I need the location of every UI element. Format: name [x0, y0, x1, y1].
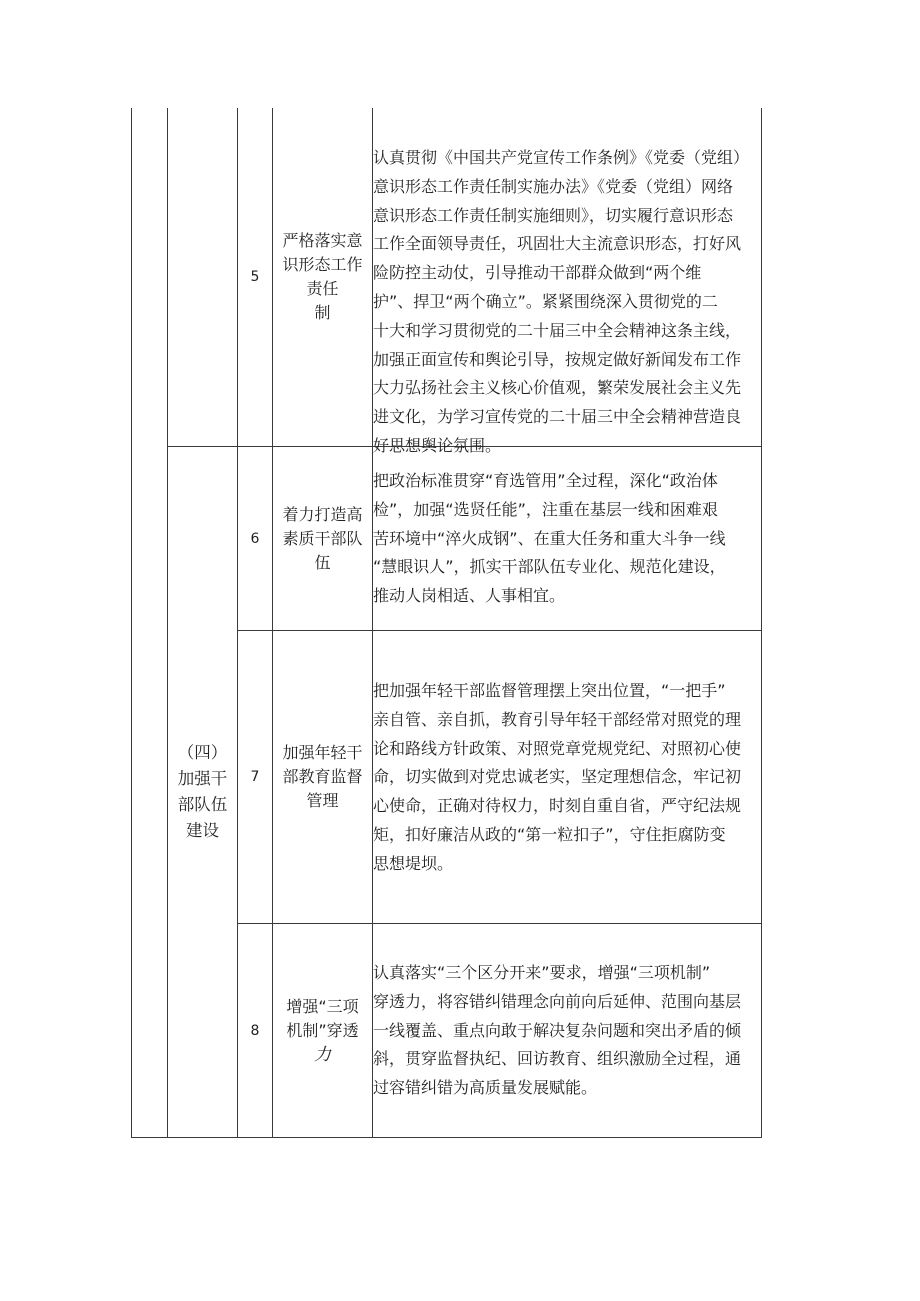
grid-line — [761, 108, 762, 1138]
content-line: 把加强年轻干部监督管理摆上突出位置，“一把手” — [373, 681, 726, 700]
content-line: 好思想舆论氛围。 — [373, 435, 502, 455]
row-title — [273, 447, 372, 630]
content-line: 工作全面领导责任，巩固壮大主流意识形态，打好风 — [373, 234, 742, 254]
content-line: 进文化，为学习宣传党的二十届三中全会精神营造良 — [373, 407, 742, 427]
content-line: 大力弘扬社会主义核心价值观，繁荣发展社会主义先 — [373, 378, 742, 398]
category-line: （四） — [177, 743, 228, 762]
content-line: 意识形态工作责任制实施办法》《党委（党组）网络 — [373, 176, 734, 196]
content-line: 推动人岗相适、人事相宜。 — [373, 586, 566, 606]
content-line: 亲自管、亲自抓，教育引导年轻干部经常对照党的理 — [373, 709, 742, 729]
category-line: 部队伍 — [177, 795, 228, 814]
content-line: 命，切实做到对党忠诚老实，坚定理想信念，牢记初 — [373, 767, 742, 787]
row-title — [273, 924, 372, 1137]
title-line: 制 — [314, 303, 331, 322]
row-title — [273, 631, 372, 923]
row-number: 7 — [250, 769, 260, 785]
row-number: 6 — [250, 530, 260, 547]
content-line: 意识形态工作责任制实施细则》，切实履行意识形态 — [373, 205, 734, 225]
content-line: 穿透力，将容错纠错理念向前向后延伸、范围向基层 — [373, 991, 742, 1011]
title-line: 管理 — [306, 791, 339, 810]
content-line: 矩，扣好廉洁从政的“第一粒扣子”，守住拒腐防变 — [373, 824, 726, 844]
row-content — [373, 467, 759, 611]
category-label — [178, 740, 228, 844]
title-line: 严格落实意 — [282, 231, 363, 250]
content-line: 过容错纠错为高质量发展赋能。 — [373, 1078, 598, 1098]
content-line: 检”，加强“选贤任能”，注重在基层一线和困难艰 — [373, 499, 718, 519]
title-line: 加强年轻干 — [282, 743, 363, 762]
title-line: 增强“三项 — [286, 996, 359, 1016]
content-line: 护”、捍卫“两个确立”。紧紧围绕深入贯彻党的二 — [373, 291, 718, 311]
grid-line — [131, 1137, 762, 1138]
content-line: 加强正面宣传和舆论引导，按规定做好新闻发布工作 — [373, 349, 742, 369]
content-line: 认真落实“三个区分开来”要求，增强“三项机制” — [373, 963, 711, 982]
content-line: 一线覆盖、重点向敢于解决复杂问题和突出矛盾的倾 — [373, 1020, 742, 1040]
category-line: 建设 — [186, 821, 219, 840]
title-line: 着力打造高 — [282, 504, 363, 524]
content-line: 斜，贯穿监督执纪、回访教育、组织激励全过程，通 — [373, 1049, 742, 1069]
row-title — [273, 108, 372, 446]
content-line: 十大和学习贯彻党的二十届三中全会精神这条主线， — [373, 320, 742, 340]
row-content — [373, 144, 759, 461]
content-line: “慧眼识人”，抓实干部队伍专业化、规范化建设， — [373, 557, 726, 577]
content-line: 把政治标准贯穿“育选管用”全过程，深化“政治体 — [373, 471, 718, 490]
content-line: 心使命，正确对待权力，时刻自重自省，严守纪法规 — [373, 796, 742, 816]
category-line: 加强干 — [177, 769, 228, 788]
category-cell — [168, 447, 237, 1137]
row-number: 5 — [250, 269, 260, 285]
row-content — [373, 677, 759, 879]
grid-line — [131, 108, 132, 1138]
content-line: 思想堤坝。 — [373, 853, 454, 873]
row-content — [373, 959, 759, 1103]
title-line: 识形态工作 — [282, 255, 363, 274]
title-line: 素质干部队 — [282, 528, 363, 548]
row-number: 8 — [250, 1022, 260, 1039]
title-line: 机制”穿透 — [286, 1020, 359, 1040]
title-line: 力 — [313, 1044, 331, 1065]
content-line: 认真贯彻《中国共产党宣传工作条例》《党委（党组） — [373, 148, 750, 167]
title-line: 部教育监督 — [282, 767, 363, 786]
title-line: 伍 — [314, 552, 331, 572]
title-line: 责任 — [306, 279, 339, 298]
content-line: 论和路线方针政策、对照党章党规党纪、对照初心使 — [373, 738, 742, 758]
content-line: 苦环境中“淬火成钢”、在重大任务和重大斗争一线 — [373, 528, 726, 548]
content-line: 险防控主动仗，引导推动干部群众做到“两个维 — [373, 263, 702, 283]
